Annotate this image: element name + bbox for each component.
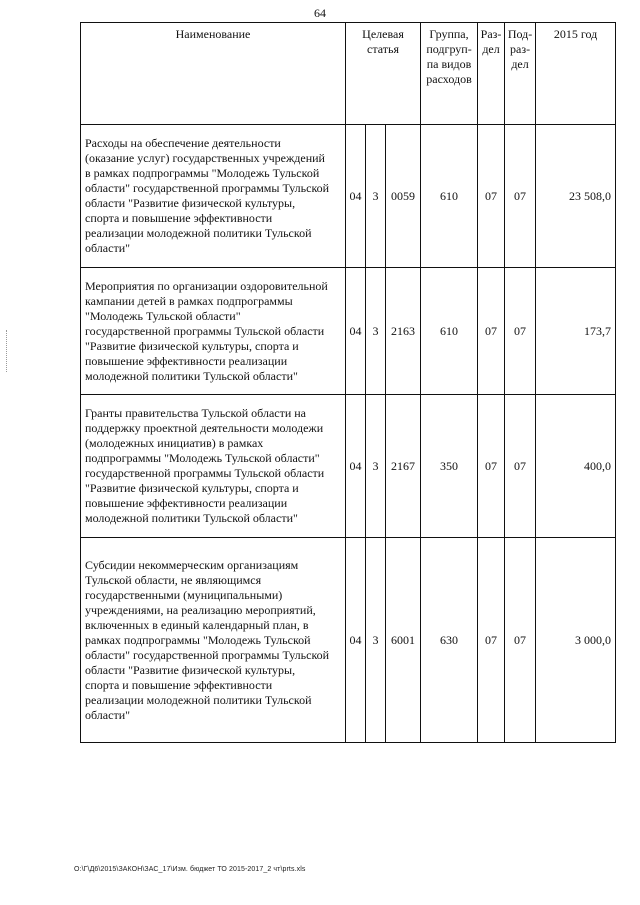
row-amount: 173,7 [536, 268, 616, 395]
row-code-direction: 6001 [386, 538, 421, 743]
row-section: 07 [478, 125, 505, 268]
table-row [81, 268, 616, 395]
row-code-direction: 2167 [386, 395, 421, 538]
row-code-program: 04 [346, 538, 366, 743]
row-group: 350 [421, 395, 478, 538]
header-subsection: Под- раз- дел [505, 23, 536, 125]
row-section: 07 [478, 395, 505, 538]
row-group: 630 [421, 538, 478, 743]
row-amount: 400,0 [536, 395, 616, 538]
row-group: 610 [421, 268, 478, 395]
row-code-subprogram: 3 [366, 125, 386, 268]
row-name: Мероприятия по организации оздоровительной кампании детей в рамках подпрограммы "Молодежь Тульской области" государственной программы Тульской области "Развитие физической культуры, спорта и повышение эффективности реализации молодежной политики Тульской области" [81, 268, 346, 395]
header-group: Группа, подгруп- па видов расходов [421, 23, 478, 125]
row-code-direction: 0059 [386, 125, 421, 268]
row-code-program: 04 [346, 395, 366, 538]
header-year: 2015 год [536, 23, 616, 125]
row-code-program: 04 [346, 125, 366, 268]
row-code-subprogram: 3 [366, 395, 386, 538]
row-subsection: 07 [505, 395, 536, 538]
row-section: 07 [478, 538, 505, 743]
row-amount: 23 508,0 [536, 125, 616, 268]
row-amount: 3 000,0 [536, 538, 616, 743]
table-header-row [81, 23, 616, 125]
row-subsection: 07 [505, 268, 536, 395]
row-code-direction: 2163 [386, 268, 421, 395]
file-path-footer: O:\Г\Д6\2015\ЗАКОН\ЗАС_17\Изм. бюджет ТО 2015-2017_2 чт\prts.xls [74, 866, 306, 873]
row-name: Гранты правительства Тульской области на поддержку проектной деятельности молодежи (молодежных инициатив) в рамках подпрограммы "Молодежь Тульской области" государственной программы Тульской области "Развитие физической культуры, спорта и повышение эффективности реализации молодежной политики Тульской области" [81, 395, 346, 538]
header-section: Раз- дел [478, 23, 505, 125]
row-subsection: 07 [505, 538, 536, 743]
row-code-subprogram: 3 [366, 268, 386, 395]
row-code-program: 04 [346, 268, 366, 395]
row-name: Расходы на обеспечение деятельности (оказание услуг) государственных учреждений в рамках подпрограммы "Молодежь Тульской области" государственной программы Тульской области "Развитие физической культуры, спорта и повышение эффективности реализации молодежной политики Тульской области" [81, 125, 346, 268]
row-section: 07 [478, 268, 505, 395]
table-row [81, 125, 616, 268]
table-row [81, 395, 616, 538]
budget-table [80, 22, 616, 743]
table-row [81, 538, 616, 743]
header-name: Наименование [81, 23, 346, 125]
row-code-subprogram: 3 [366, 538, 386, 743]
page-number: 64 [314, 6, 326, 20]
row-group: 610 [421, 125, 478, 268]
margin-mark [6, 330, 8, 372]
row-name: Субсидии некоммерческим организациям Тульской области, не являющимся государственными (муниципальными) учреждениями, на реализацию мероприятий, включенных в единый календарный план, в рамках подпрограммы "Молодежь Тульской области" государственной программы Тульской области "Развитие физической культуры, спорта и повышение эффективности реализации молодежной политики Тульской области" [81, 538, 346, 743]
header-target-article: Целевая статья [346, 23, 421, 125]
row-subsection: 07 [505, 125, 536, 268]
